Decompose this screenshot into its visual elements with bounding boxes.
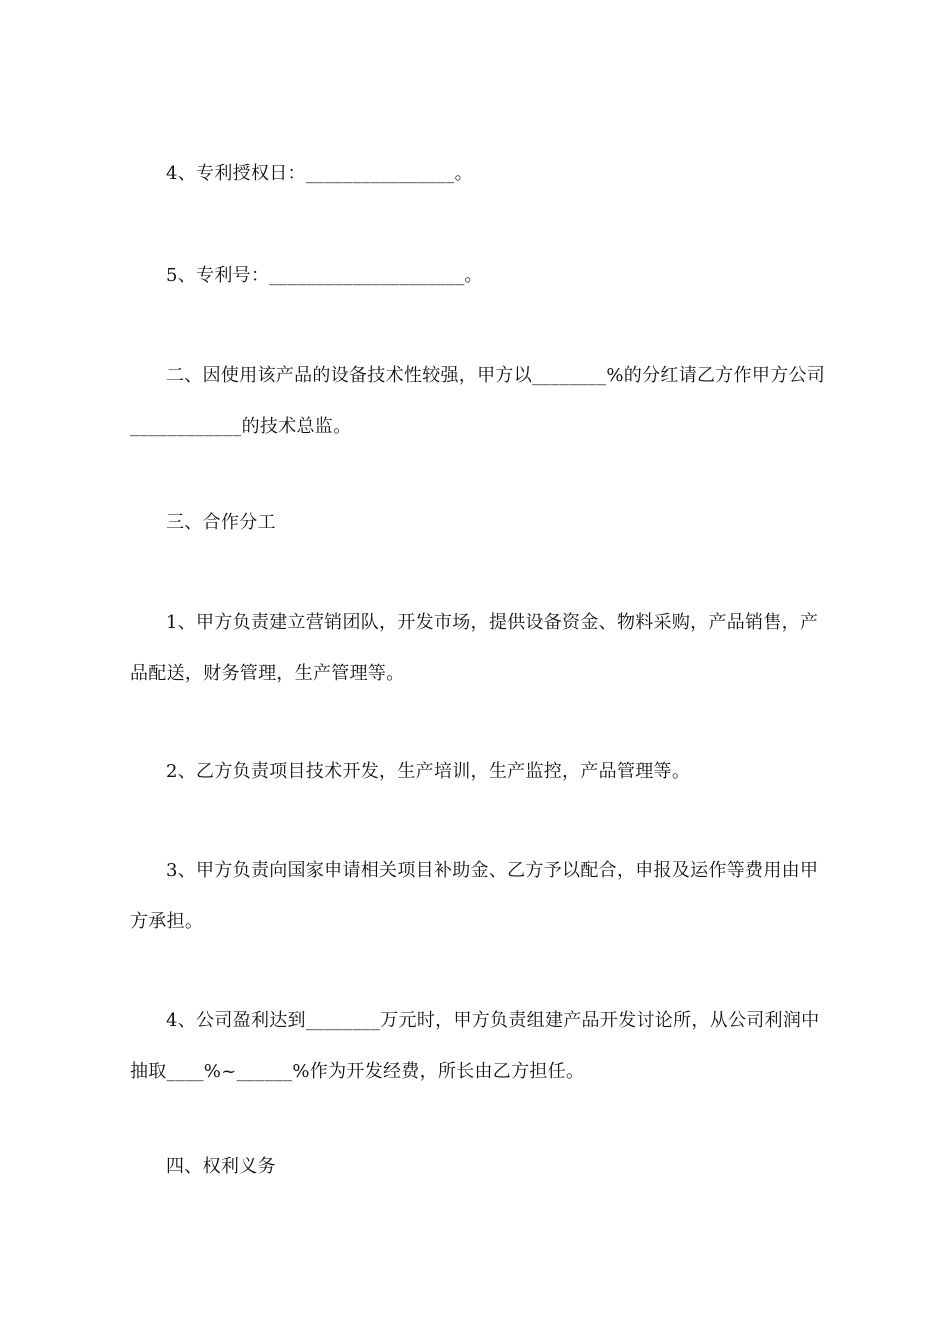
division-item-2: 2、乙方负责项目技术开发，生产培训，生产监控，产品管理等。 — [166, 761, 691, 782]
clause-patent-number: 5、专利号：_____________________。 — [166, 265, 483, 286]
section-four-heading: 四、权利义务 — [166, 1156, 276, 1177]
section-three-heading: 三、合作分工 — [166, 512, 276, 533]
section-two-technical-director: 二、因使用该产品的设备技术性较强，甲方以________%的分红请乙方作甲方公司____________的技术总监。 — [130, 365, 826, 437]
division-item-3: 3、甲方负责向国家申请相关项目补助金、乙方予以配合，申报及运作等费用由甲方承担。 — [130, 860, 819, 932]
clause-patent-grant-date: 4、专利授权日：________________。 — [166, 163, 473, 184]
division-item-4: 4、公司盈利达到________万元时，甲方负责组建产品开发讨论所，从公司利润中抽取____%~______%作为开发经费，所长由乙方担任。 — [130, 1010, 820, 1082]
division-item-1: 1、甲方负责建立营销团队，开发市场，提供设备资金、物料采购，产品销售，产品配送，财务管理，生产管理等。 — [130, 612, 819, 684]
